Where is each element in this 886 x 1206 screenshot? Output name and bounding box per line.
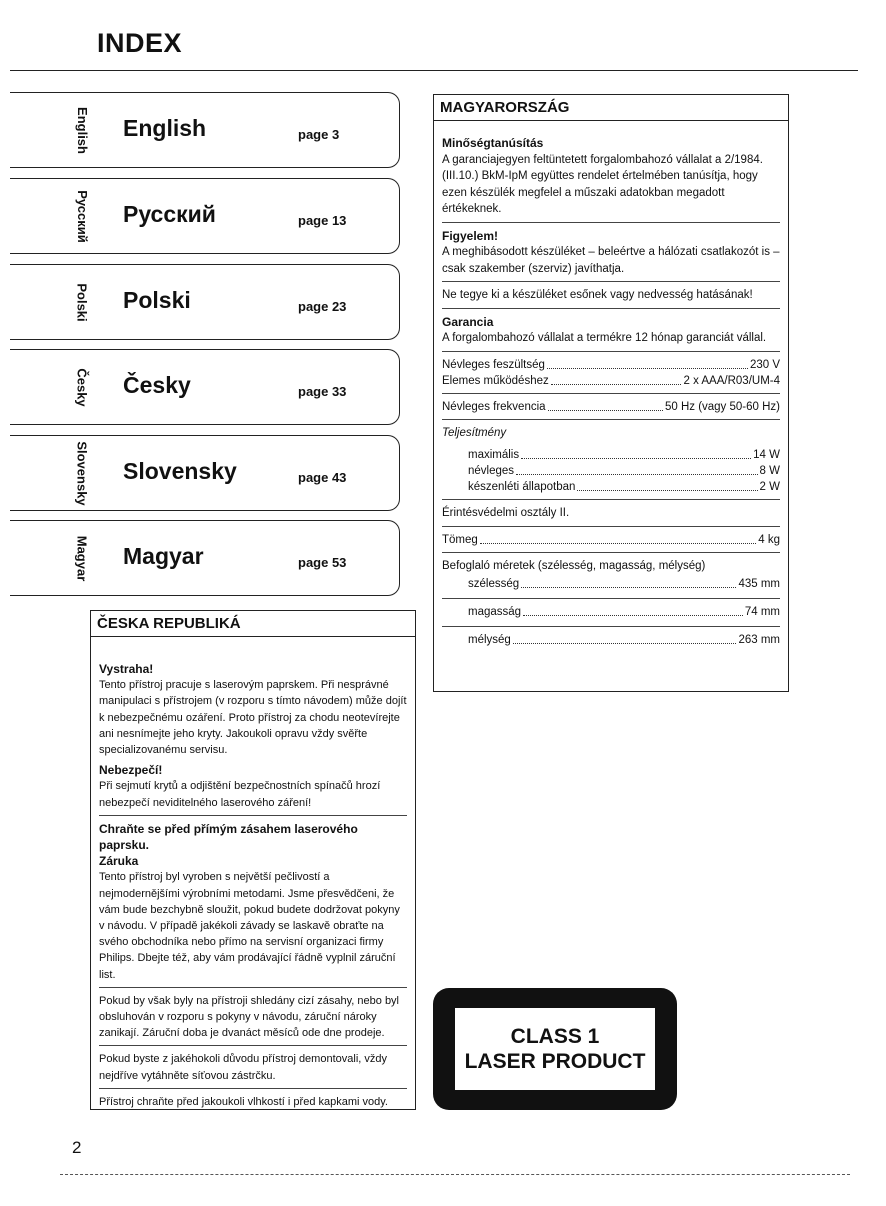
rain-warning-text: Ne tegye ki a készüléket esőnek vagy nedvesség hatásának! [442, 289, 753, 301]
language-name: Русский [123, 201, 216, 227]
laser-class-label [433, 988, 677, 1110]
footer-rule [60, 1174, 850, 1175]
tab-side-label: Polski [74, 282, 90, 322]
language-page-ref: page 13 [298, 213, 347, 228]
warning-heading: Vystraha! [99, 662, 154, 676]
language-tab-czech [10, 349, 400, 425]
page-number: 2 [72, 1138, 82, 1157]
hungary-box-title: MAGYARORSZÁG [434, 95, 788, 121]
warranty-text: Tento přístroj byl vyroben s největší pečlivostí a nejmodernějšími výrobními metodami. Jsme přesvědčeni, že vám bude bezchybně sloužit, pokud budete dodržovat pokyny v návodu. V případě jakékoli závady se laskavě obraťte na svého obchodníka nebo přímo na servisní organizaci firmy Philips. Dbejte též, aby vám prodávající řádně vyplnil záruční list. [99, 871, 400, 981]
protection-class: Érintésvédelmi osztály II. [442, 507, 570, 519]
hungary-notice-box [433, 94, 789, 692]
language-page-ref: page 33 [298, 384, 347, 399]
language-page-ref: page 23 [298, 299, 347, 314]
laser-product-text: LASER PRODUCT [464, 1050, 646, 1073]
spec-row: Névleges feszültség 230 V [442, 358, 780, 371]
language-tab-slovak [10, 435, 400, 511]
language-tab-hungarian [10, 520, 400, 596]
spec-row: magasság 74 mm [468, 606, 780, 618]
tab-side-label: English [74, 106, 90, 154]
tab-side-label: Русский [74, 189, 90, 243]
spec-row: Tömeg 4 kg [442, 533, 780, 546]
language-page-ref: page 43 [298, 470, 347, 485]
protect-text: Chraňte se před přímým zásahem laserového paprsku. [99, 821, 358, 853]
warranty-heading: Záruka [99, 854, 139, 869]
tab-side-label: Česky [74, 367, 90, 407]
language-name: Slovensky [123, 458, 237, 484]
danger-heading: Nebezpečí! [99, 763, 163, 778]
page-title: INDEX [97, 28, 183, 58]
spec-row: névleges 8 W [468, 465, 780, 477]
language-tab-english [10, 92, 400, 168]
unplug-text: Pokud byste z jakéhokoli důvodu přístroj demontovali, vždy nejdříve vytáhněte síťovou zástrčku. [99, 1053, 387, 1082]
language-name: Česky [123, 372, 191, 398]
dimensions-heading: Befoglaló méretek (szélesség, magasság, mélység) [442, 559, 706, 572]
spec-row: készenléti állapotban 2 W [468, 481, 780, 493]
language-tab-polish [10, 264, 400, 340]
spec-row: mélység 263 mm [468, 634, 780, 646]
laser-class-text: CLASS 1 [510, 1025, 600, 1048]
danger-text: Při sejmutí krytů a odjištění bezpečnostních spínačů hrozí nebezpečí neviditelného laserového záření! [99, 780, 381, 809]
language-name: English [123, 115, 207, 141]
czech-box-title: ČESKA REPUBLIKÁ [91, 611, 415, 637]
guarantee-heading: Garancia [442, 314, 494, 329]
language-page-ref: page 3 [298, 127, 340, 142]
language-name: Polski [123, 287, 191, 313]
header-rule [10, 70, 858, 71]
attention-text: A meghibásodott készüléket – beleértve a hálózati csatlakozót is – csak szakember (szerviz) javíthatja. [442, 246, 780, 275]
tab-side-label: Magyar [74, 535, 90, 581]
guarantee-text: A forgalombahozó vállalat a termékre 12 hónap garanciát vállal. [442, 332, 767, 344]
language-page-ref: page 53 [298, 555, 347, 570]
language-name: Magyar [123, 543, 204, 569]
warranty-void-text: Pokud by však byly na přístroji shledány cizí zásahy, nebo byl obsluhován v rozporu s pokyny v návodu, záruční nároky zanikají. Záruční doba je dvanáct měsíců ode dne prodeje. [99, 994, 400, 1040]
spec-row: Elemes működéshez 2 x AAA/R03/UM-4 [442, 374, 780, 387]
quality-text: A garanciajegyen feltüntetett forgalombahozó vállalat a 2/1984. (III.10.) BkM-IpM együttes rendelet értelmében tanúsítja, hogy ezen készülék megfelel a műszaki adatokban megadott értékeknek. [442, 153, 763, 215]
spec-row: Névleges frekvencia 50 Hz (vagy 50-60 Hz) [442, 400, 780, 413]
spec-row: szélesség 435 mm [468, 578, 780, 590]
moisture-text: Přístroj chraňte před jakoukoli vlhkostí i před kapkami vody. [99, 1095, 388, 1108]
power-heading: Teljesítmény [442, 426, 507, 439]
language-tab-russian [10, 178, 400, 254]
warning-text: Tento přístroj pracuje s laserovým paprskem. Při nesprávné manipulaci s přístrojem (v rozporu s tímto návodem) může dojít k nebezpečnému ozáření. Proto přístroj za chodu neotevírejte ani nesnímejte jeho kryty. Jakoukoli opravu vždy svěřte specializovanému servisu. [99, 679, 407, 757]
quality-heading: Minőségtanúsítás [442, 136, 544, 150]
attention-heading: Figyelem! [442, 228, 499, 243]
tab-side-label: Slovensky [74, 440, 90, 506]
spec-row: maximális 14 W [468, 449, 780, 461]
czech-notice-box [90, 610, 416, 1110]
